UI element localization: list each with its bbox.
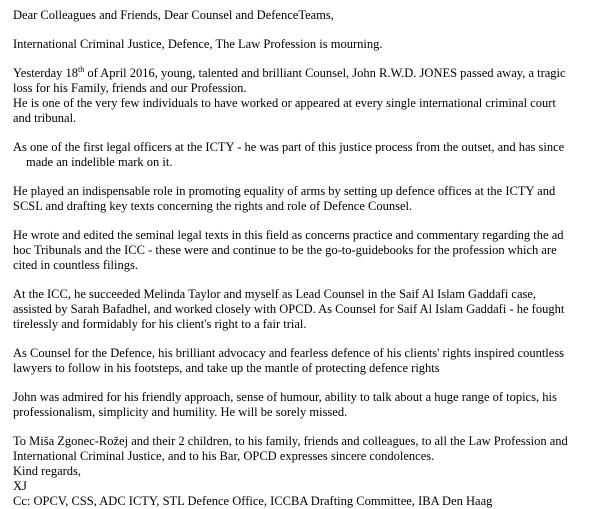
paragraph-advocacy-line-2: lawyers to follow in his footsteps, and take up the mantle of protecting defence rights [13,361,440,375]
paragraph-passing [13,66,594,126]
paragraph-advocacy [13,346,594,376]
paragraph-admired-line-1: John was admired for his friendly approach, sense of humour, ability to talk about a huge range of topics, his [13,390,557,404]
closing-text: Kind regards, [13,464,82,478]
signature-text: XJ [13,479,27,493]
paragraph-icty-line-1: As one of the first legal officers at the ICTY - he was part of this justice process from the outset, and has since [13,140,565,154]
paragraph-passing-line-1 [13,66,594,81]
cc-text: Cc: OPCV, CSS, ADC ICTY, STL Defence Office, ICCBA Drafting Committee, IBA Den Haag [13,494,493,508]
paragraph-legal-texts [13,228,594,273]
salutation [13,8,594,23]
paragraph-defence-offices [13,184,594,214]
headline-text: International Criminal Justice, Defence, The Law Profession is mourning. [13,37,383,51]
paragraph-advocacy-line-1: As Counsel for the Defence, his brilliant advocacy and fearless defence of his clients' rights inspired countless [13,346,565,360]
paragraph-defence-offices-line-1: He played an indispensable role in promoting equality of arms by setting up defence offices at the ICTY and [13,184,556,198]
paragraph-icc-line-3: tirelessly and formidably for his client's right to a fair trial. [13,317,307,331]
paragraph-legal-texts-line-2: hoc Tribunals and the ICC - these were and continue to be the go-to-guidebooks for the profession which are [13,243,557,257]
paragraph-condolences [13,434,594,509]
salutation-text: Dear Colleagues and Friends, Dear Counsel and DefenceTeams, [13,8,334,22]
paragraph-admired [13,390,594,420]
paragraph-defence-offices-line-2: SCSL and drafting key texts concerning the rights and role of Defence Counsel. [13,199,413,213]
paragraph-passing-line-2: loss for his Family, friends and our Profession. [13,81,247,95]
passing-text: of April 2016, young, talented and brilliant Counsel, John R.W.D. JONES passed away, a tragic [84,66,566,80]
headline [13,37,594,52]
paragraph-icty-line-2: made an indelible mark on it. [26,155,173,169]
date-superscript: th [78,65,85,74]
paragraph-icc-line-2: assisted by Sarah Bafadhel, and worked closely with OPCD. As Counsel for Saif Al Islam Gaddafi - he fought [13,302,565,316]
paragraph-condolences-line-1: To Miša Zgonec-Rožej and their 2 children, to his family, friends and colleagues, to all the Law Profession and [13,434,568,448]
paragraph-passing-line-4: and tribunal. [13,111,77,125]
paragraph-icc-line-1: At the ICC, he succeeded Melinda Taylor and myself as Lead Counsel in the Saif Al Islam Gaddafi case, [13,287,537,301]
paragraph-condolences-line-2: International Criminal Justice, and to his Bar, OPCD expresses sincere condolences. [13,449,435,463]
paragraph-icty [13,140,594,170]
paragraph-legal-texts-line-3: cited in countless filings. [13,258,138,272]
paragraph-icc [13,287,594,332]
paragraph-legal-texts-line-1: He wrote and edited the seminal legal texts in this field as concerns practice and commentary regarding the ad [13,228,564,242]
paragraph-admired-line-2: professionalism, simplicity and humility. He will be sorely missed. [13,405,348,419]
date-text: Yesterday 18 [13,66,79,80]
paragraph-passing-line-3: He is one of the very few individuals to have worked or appeared at every single international criminal court [13,96,556,110]
